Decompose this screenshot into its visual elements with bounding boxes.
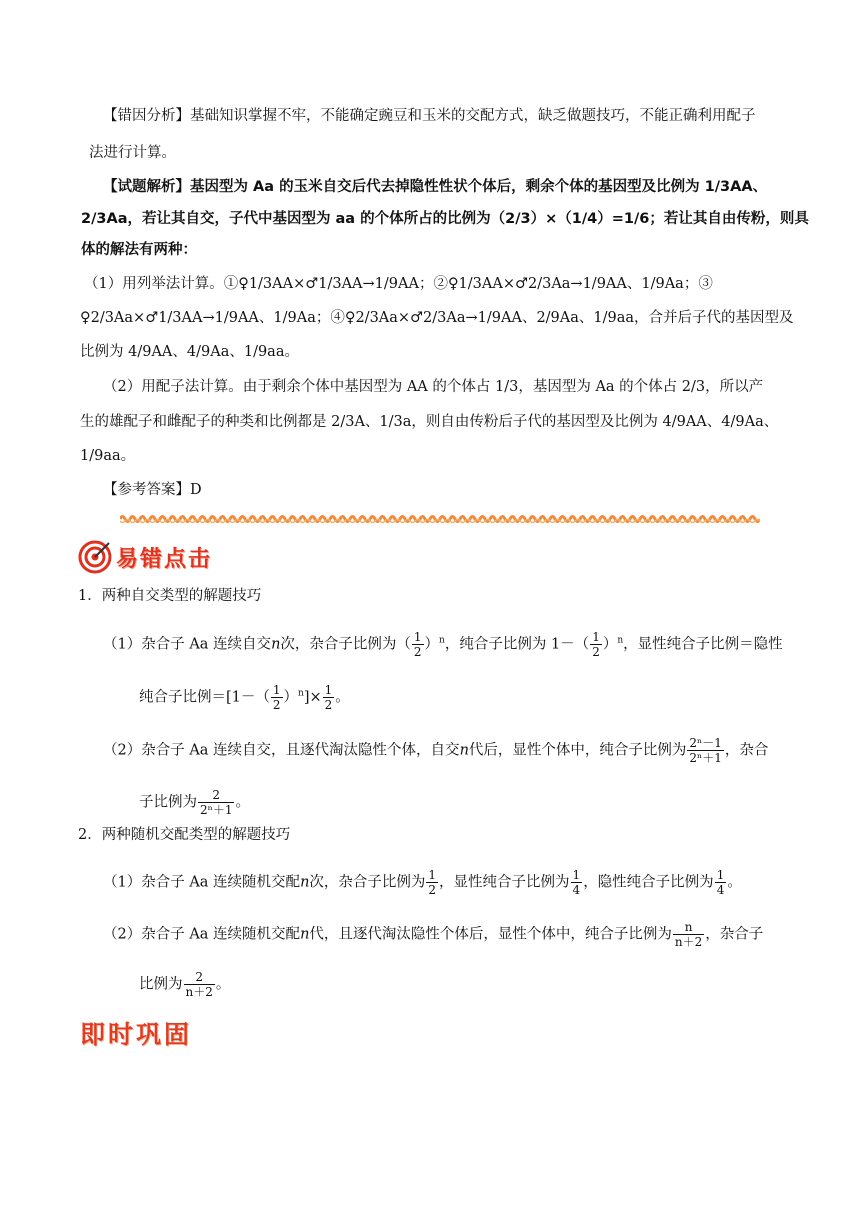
fraction-half: $\frac{1}{2}$	[592, 630, 600, 659]
s2-p2-line2: 比例为 $\frac{2}{n+2}$ 。	[139, 970, 231, 999]
fraction-half: $\frac{1}{2}$	[413, 630, 422, 659]
fraction-half: $\frac{1}{2}$	[324, 683, 333, 712]
analysis-label: 【试题解析】	[103, 179, 190, 195]
banner-title: 易错点击	[116, 546, 213, 572]
error-analysis-line1: 【错因分析】基础知识掌握不牢，不能确定豌豆和玉米的交配方式，缺乏做题技巧，不能正确利用配子	[103, 108, 756, 124]
error-analysis-label: 【错因分析】	[103, 108, 190, 124]
s1-p1-line2: 纯合子比例＝[1－（ $\frac{1}{2}$ ）$^n$]× $\frac{1}{2}$ 。	[139, 683, 350, 712]
fraction-random-hetero: $\frac{2}{n+2}$	[185, 970, 213, 999]
fraction-pure-ratio: $\frac{\text{2ⁿ－1}}{\text{2ⁿ＋1}}$	[689, 736, 722, 765]
s1-heading: 1．两种自交类型的解题技巧	[78, 588, 262, 604]
method1-line2: ♀2/3Aa×♂1/3AA→1/9AA、1/9Aa；④♀2/3Aa×♂2/3Aa→1/9AA、2/9Aa、1/9aa，合并后子代的基因型及	[80, 310, 794, 326]
s1-p2-line2: 子比例为 $\frac{2}{\text{2ⁿ＋1}}$ 。	[139, 788, 250, 817]
analysis-line2: 2/3Aa，若让其自交，子代中基因型为 aa 的个体所占的比例为（2/3）×（1/4）=1/6；若让其自由传粉，则具	[81, 211, 809, 227]
method1-line3: 比例为 4/9AA、4/9Aa、1/9aa。	[80, 344, 299, 360]
fraction-half: $\frac{1}{2}$	[428, 868, 437, 897]
s2-p2-line1: （2）杂合子 Aa 连续随机交配n代，且逐代淘汰隐性个体后，显性个体中，纯合子比例为 $\frac{n}{n+2}$ ，杂合子	[103, 920, 764, 949]
fraction-quarter: $\frac{1}{4}$	[716, 868, 725, 897]
s1-p2-line1: （2）杂合子 Aa 连续自交，且逐代淘汰隐性个体，自交n代后，显性个体中，纯合子比例为 $\frac{\text{2ⁿ－1}}{\text{2ⁿ＋1}}$ ，杂合	[103, 736, 769, 765]
target-icon	[78, 540, 112, 574]
fraction-random-pure: $\frac{n}{n+2}$	[674, 920, 703, 949]
answer-line	[103, 480, 202, 500]
fraction-quarter: $\frac{1}{4}$	[572, 868, 581, 897]
consolidate-title: 即时巩固	[80, 1020, 193, 1049]
section-banner	[78, 540, 212, 574]
method2-line2: 生的雄配子和雌配子的种类和比例都是 2/3A、1/3a，则自由传粉后子代的基因型及比例为 4/9AA、4/9Aa、	[80, 414, 779, 430]
s1-p1-line1: （1）杂合子 Aa 连续自交n次，杂合子比例为（ $\frac{1}{2}$ ）$^n$，纯合子比例为 1－（ $\frac{1}{2}$ ）$^n$，显性纯合子比例＝隐性	[103, 630, 783, 659]
method2-line1: （2）用配子法计算。由于剩余个体中基因型为 AA 的个体占 1/3，基因型为 Aa 的个体占 2/3，所以产	[103, 379, 764, 395]
fraction-hetero-ratio: $\frac{2}{\text{2ⁿ＋1}}$	[200, 788, 233, 817]
method2-line3: 1/9aa。	[80, 448, 136, 464]
analysis-line3: 体的解法有两种：	[81, 242, 197, 258]
fraction-half: $\frac{1}{2}$	[272, 683, 281, 712]
method1-line1: （1）用列举法计算。①♀1/3AA×♂1/3AA→1/9AA；②♀1/3AA×♂2/3Aa→1/9AA、1/9Aa；③	[84, 276, 713, 292]
s2-heading: 2．两种随机交配类型的解题技巧	[78, 827, 291, 843]
s2-p1-line1: （1）杂合子 Aa 连续随机交配n次，杂合子比例为 $\frac{1}{2}$ ，显性纯合子比例为 $\frac{1}{4}$ ，隐性纯合子比例为 $\frac{1}{4}$ 。	[103, 868, 742, 897]
wave-divider	[120, 512, 760, 526]
answer-value: D	[190, 482, 202, 498]
answer-label: 【参考答案】	[103, 482, 190, 498]
error-analysis-line2: 法进行计算。	[89, 145, 176, 161]
analysis-line1: 【试题解析】基因型为 Aa 的玉米自交后代去掉隐性性状个体后，剩余个体的基因型及比例为 1/3AA、	[103, 179, 768, 195]
